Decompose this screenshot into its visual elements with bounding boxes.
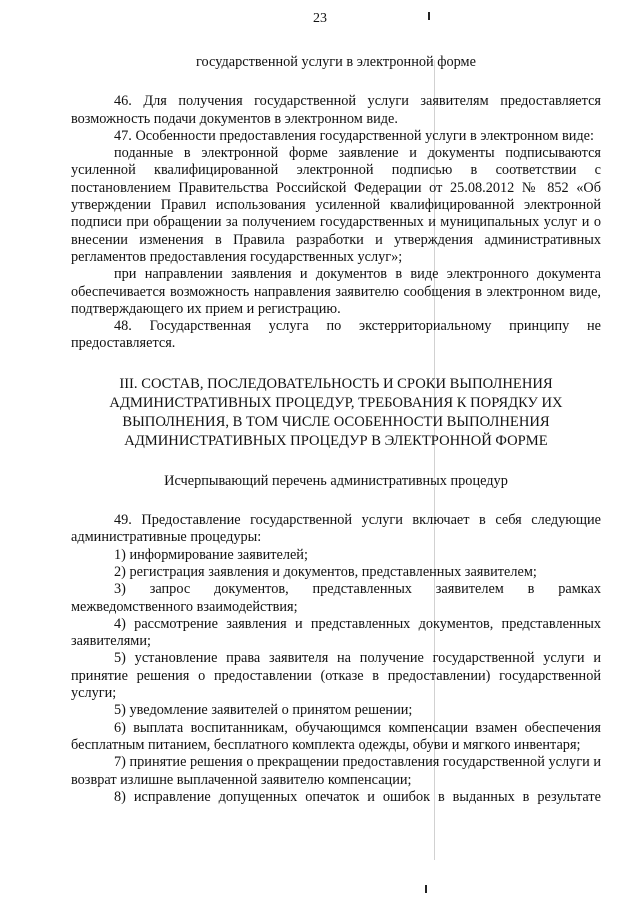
page-content: [71, 54, 601, 806]
list-item: 4) рассмотрение заявления и представленных документов, представленных заявителями;: [71, 615, 601, 650]
list-item: 5) уведомление заявителей о принятом решении;: [114, 702, 413, 719]
list-item: 1) информирование заявителей;: [114, 546, 308, 563]
paragraph-49: 49. Предоставление государственной услуги включает в себя следующие административные процедуры:: [71, 512, 601, 546]
list-item: 7) принятие решения о прекращении предоставления государственной услуги и возврат излишне выплаченной заявителю компенсации;: [71, 754, 601, 788]
list-item: 6) выплата воспитанникам, обучающимся компенсации взамен обеспечения бесплатным питанием, бесплатного комплекта одежды, обуви и мягкого инвентаря;: [71, 719, 601, 753]
paragraph-46: 46. Для получения государственной услуги заявителям предоставляется возможность подачи документов в электронном виде.: [71, 93, 601, 127]
paragraph-47: 47. Особенности предоставления государственной услуги в электронном виде:: [114, 127, 594, 144]
list-item: 5) установление права заявителя на получение государственной услуги и принятие решения о предоставлении (отказе в предоставлении) государственной услуги;: [71, 650, 601, 702]
list-item: 8) исправление допущенных опечаток и ошибок в выданных в результате: [114, 788, 601, 805]
paragraph-47-notification: при направлении заявления и документов в виде электронного документа обеспечивается возможность направления заявителю сообщения в электронном виде, подтверждающего их прием и регистрацию.: [71, 266, 601, 317]
paragraph-48: 48. Государственная услуга по экстерриториальному принципу не предоставляется.: [71, 318, 601, 352]
list-item: 3) запрос документов, представленных заявителем в рамках межведомственного взаимодействия;: [71, 581, 601, 615]
section-heading: III. СОСТАВ, ПОСЛЕДОВАТЕЛЬНОСТЬ И СРОКИ ВЫПОЛНЕНИЯ АДМИНИСТРАТИВНЫХ ПРОЦЕДУР, ТРЕБОВАНИЯ К ПОРЯДКУ ИХ ВЫПОЛНЕНИЯ, В ТОМ ЧИСЛЕ ОСОБЕННОСТИ ВЫПОЛНЕНИЯ АДМИНИСТРАТИВНЫХ ПРОЦЕДУР В ЭЛЕКТРОННОЙ ФОРМЕ: [109, 375, 563, 449]
subheading: Исчерпывающий перечень административных процедур: [164, 472, 508, 489]
page-number: 23: [313, 11, 327, 26]
continuation-heading: государственной услуги в электронной форме: [196, 54, 476, 70]
list-item: 2) регистрация заявления и документов, представленных заявителем;: [114, 563, 537, 580]
paragraph-47-signature: поданные в электронной форме заявление и документы подписываются усиленной квалифицированной электронной подписью в соответствии с постановлением Правительства Российской Федерации от 25.08.2012 № 852 «Об утверждении Правил использования усиленной квалифицированной электронной подписи при обращении за получением государственных и муниципальных услуг и о внесении изменения в Правила разработки и утверждения административных регламентов предоставления государственных услуг»;: [71, 145, 601, 265]
scan-speck: [425, 885, 427, 893]
